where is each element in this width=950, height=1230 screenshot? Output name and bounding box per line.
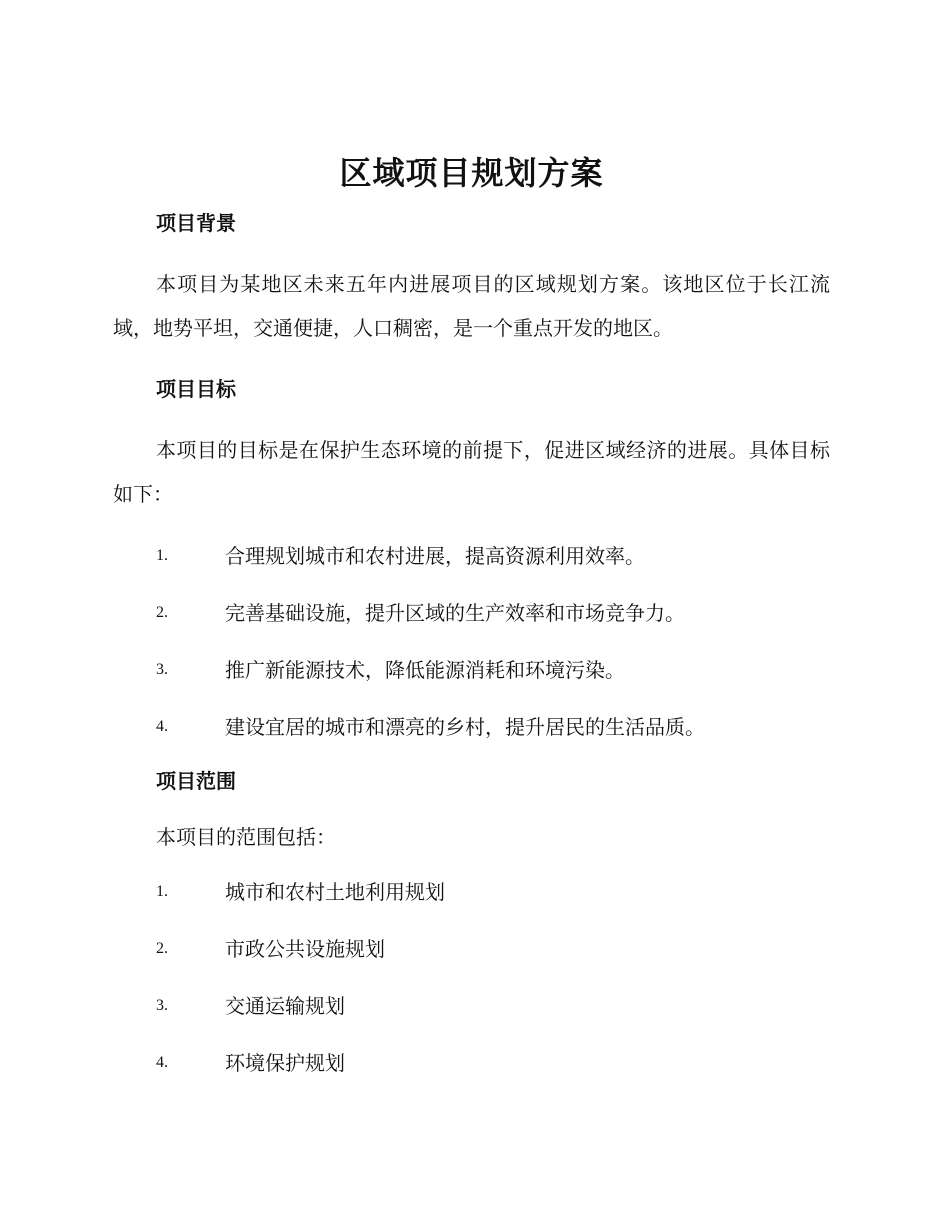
list-item-text: 交通运输规划	[225, 994, 345, 1018]
list-item-text: 城市和农村土地利用规划	[225, 880, 445, 904]
background-paragraph: 本项目为某地区未来五年内进展项目的区域规划方案。该地区位于长江流域，地势平坦，交通便捷，人口稠密，是一个重点开发的地区。	[113, 272, 830, 340]
list-item-number: 2.	[156, 940, 168, 957]
document-title: 区域项目规划方案	[339, 154, 604, 192]
list-item-number: 4.	[156, 1054, 168, 1071]
list-item	[113, 712, 830, 742]
section-heading-background: 项目背景	[156, 211, 236, 235]
section-background	[113, 208, 830, 350]
list-item	[113, 934, 830, 964]
list-item-number: 2.	[156, 604, 168, 621]
list-item-number: 1.	[156, 883, 168, 900]
list-item	[113, 655, 830, 685]
list-item-number: 1.	[156, 547, 168, 564]
section-scope	[113, 766, 830, 1078]
list-item-text: 合理规划城市和农村进展，提高资源利用效率。	[225, 544, 645, 568]
list-item-text: 市政公共设施规划	[225, 937, 385, 961]
list-item	[113, 541, 830, 571]
list-item	[113, 598, 830, 628]
document-page	[113, 150, 830, 1078]
goals-list	[113, 541, 830, 742]
list-item	[113, 1048, 830, 1078]
section-heading-scope: 项目范围	[156, 769, 236, 793]
list-item-text: 推广新能源技术，降低能源消耗和环境污染。	[225, 658, 625, 682]
section-goals	[113, 374, 830, 742]
section-heading-goals: 项目目标	[156, 377, 236, 401]
list-item	[113, 991, 830, 1021]
scope-list	[113, 877, 830, 1078]
list-item-text: 建设宜居的城市和漂亮的乡村，提升居民的生活品质。	[225, 715, 705, 739]
list-item-number: 3.	[156, 661, 168, 678]
list-item-number: 3.	[156, 997, 168, 1014]
list-item-text: 完善基础设施，提升区域的生产效率和市场竞争力。	[225, 601, 685, 625]
list-item	[113, 877, 830, 907]
list-item-number: 4.	[156, 718, 168, 735]
list-item-text: 环境保护规划	[225, 1051, 345, 1075]
goals-paragraph: 本项目的目标是在保护生态环境的前提下，促进区域经济的进展。具体目标如下：	[113, 438, 830, 506]
scope-paragraph: 本项目的范围包括：	[156, 825, 336, 849]
